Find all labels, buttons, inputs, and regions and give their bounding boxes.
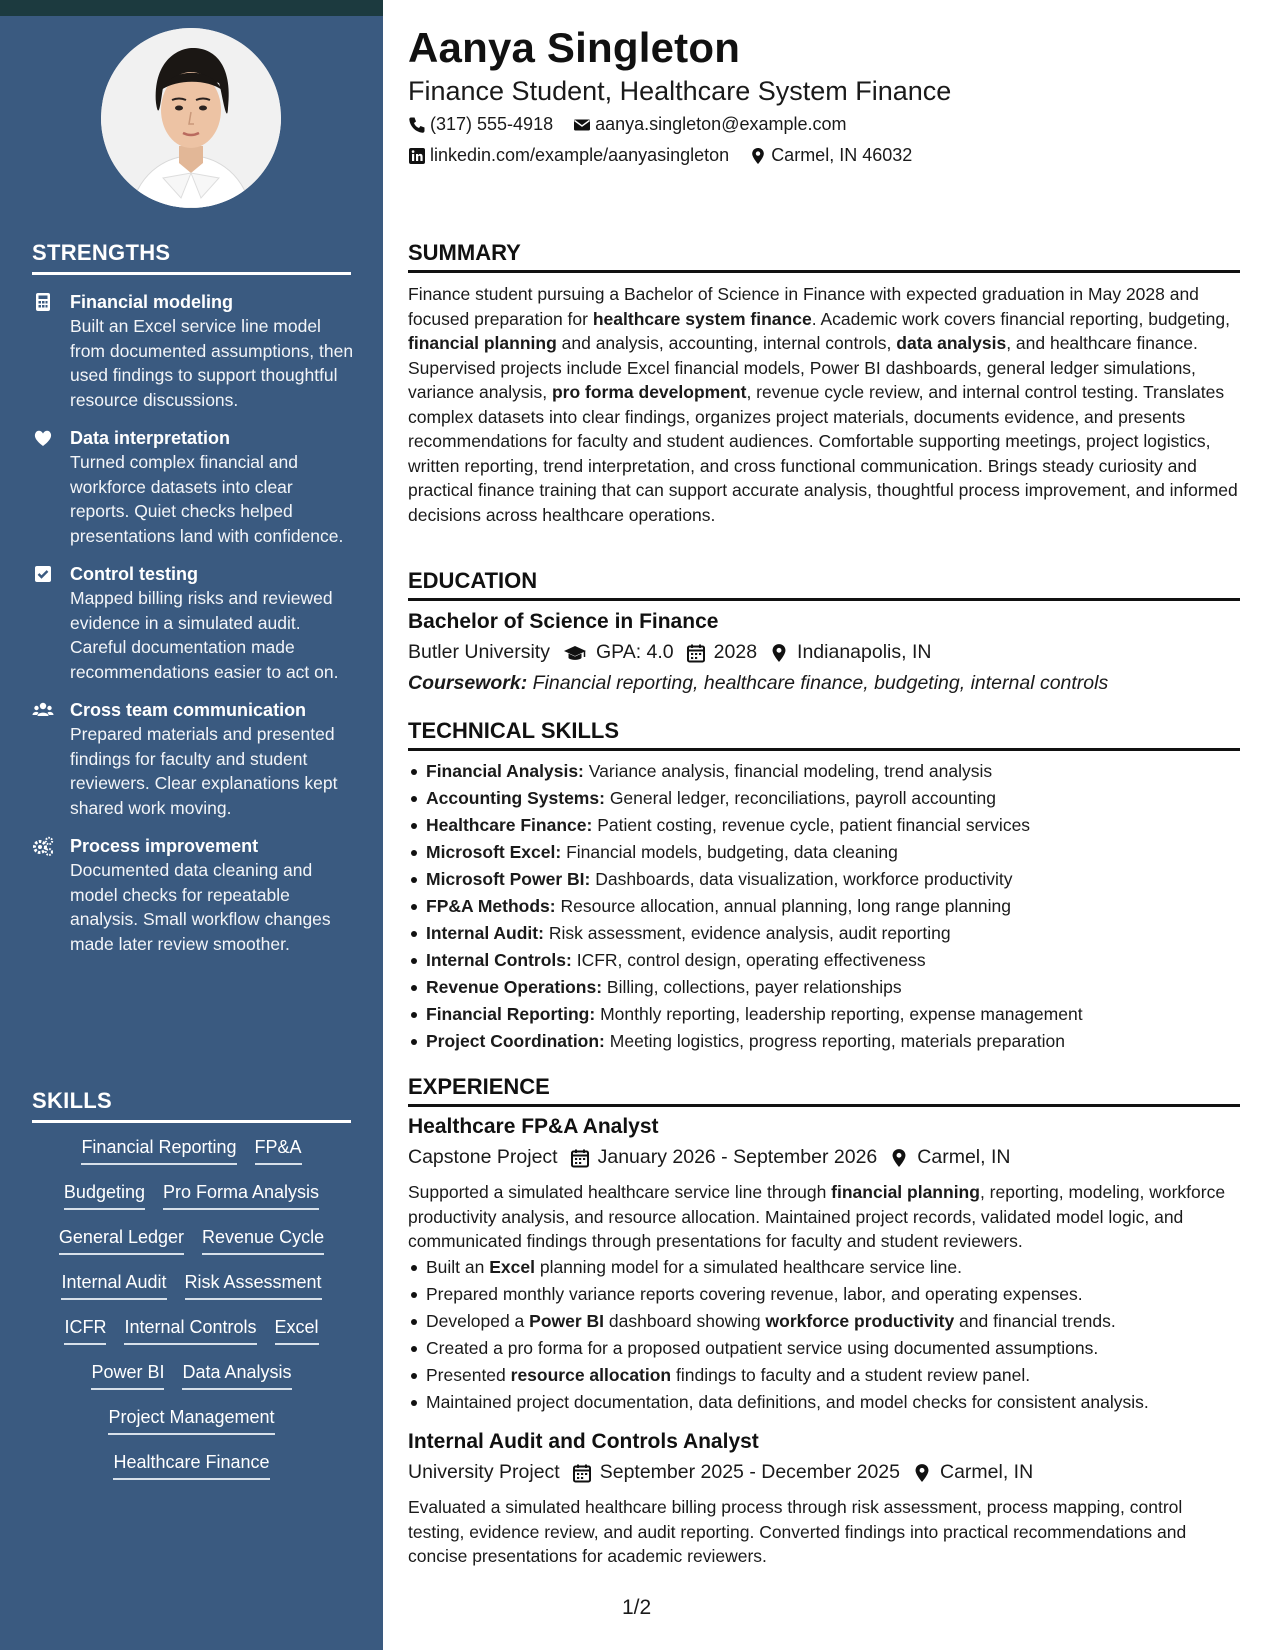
skill-label: Project Coordination: — [426, 1031, 605, 1051]
strength-title: Data interpretation — [70, 428, 231, 448]
list-item — [408, 974, 1240, 1001]
heart-icon — [32, 427, 54, 449]
skill-tag: Financial Reporting — [81, 1134, 236, 1165]
strength-item — [32, 290, 354, 412]
contact-location — [749, 145, 912, 166]
skills-tags — [32, 1134, 351, 1494]
strength-desc: Prepared materials and presented findings for faculty and student reviewers. Clear explanations kept shared work moving. — [70, 724, 338, 818]
skill-tag: ICFR — [64, 1314, 106, 1345]
skill-label: Revenue Operations: — [426, 977, 603, 997]
job-location-item — [912, 1461, 1033, 1484]
list-item: Built an Excel planning model for a simulated healthcare service line. — [408, 1254, 1240, 1281]
skill-label: Financial Reporting: — [426, 1004, 596, 1024]
coursework-text: Financial reporting, healthcare finance, budgeting, internal controls — [532, 672, 1109, 694]
job-dates: September 2025 - December 2025 — [599, 1461, 900, 1483]
skill-tag: Revenue Cycle — [202, 1224, 324, 1255]
list-item: Maintained project documentation, data definitions, and model checks for consistent analysis. — [408, 1389, 1240, 1416]
skill-tag: Power BI — [91, 1359, 164, 1390]
checkbox-icon — [32, 563, 54, 585]
gears-icon — [32, 835, 54, 857]
map-pin-icon — [749, 147, 767, 165]
skill-tag: Risk Assessment — [185, 1269, 322, 1300]
avatar — [101, 28, 281, 208]
skill-label: Financial Analysis: — [426, 761, 584, 781]
list-item: Prepared monthly variance reports covering revenue, labor, and operating expenses. — [408, 1281, 1240, 1308]
job-dates-item — [572, 1461, 900, 1484]
map-pin-icon — [889, 1148, 909, 1168]
strength-item — [32, 698, 354, 820]
job-org: Capstone Project — [408, 1146, 558, 1168]
strength-title: Cross team communication — [70, 700, 307, 720]
strength-desc: Built an Excel service line model from documented assumptions, then used findings to support thoughtful resource discussions. — [70, 316, 354, 410]
skill-tag: Excel — [275, 1314, 319, 1345]
strength-item — [32, 426, 354, 548]
envelope-icon — [573, 116, 591, 134]
calendar-icon — [570, 1148, 590, 1168]
skill-row — [32, 1269, 351, 1314]
strength-desc: Documented data cleaning and model checks for repeatable analysis. Small workflow changes made later review smoother. — [70, 860, 331, 954]
skill-text: Meeting logistics, progress reporting, materials preparation — [609, 1031, 1065, 1051]
graduation-cap-icon — [562, 643, 588, 663]
strength-title: Control testing — [70, 564, 198, 584]
contact-row-1 — [408, 114, 847, 135]
gpa-text: GPA: 4.0 — [595, 641, 674, 663]
gpa-item — [562, 641, 674, 664]
technical-skills-list — [408, 758, 1240, 1055]
job-org: University Project — [408, 1461, 560, 1483]
strength-title: Process improvement — [70, 836, 259, 856]
skill-text: Variance analysis, financial modeling, trend analysis — [588, 761, 993, 781]
calendar-icon — [686, 643, 706, 663]
skill-tag: Project Management — [108, 1404, 274, 1435]
list-item — [408, 1028, 1240, 1055]
degree-title: Bachelor of Science in Finance — [408, 610, 719, 633]
skill-label: Healthcare Finance: — [426, 815, 593, 835]
job-meta — [408, 1461, 1033, 1484]
calculator-icon — [32, 291, 54, 313]
job-dates: January 2026 - September 2026 — [597, 1146, 878, 1168]
skill-label: Microsoft Excel: — [426, 842, 562, 862]
strengths-list — [32, 290, 354, 970]
edu-location-text: Indianapolis, IN — [797, 641, 932, 663]
strength-desc: Mapped billing risks and reviewed evidence in a simulated audit. Careful documentation made recommendations easier to act on. — [70, 588, 339, 682]
list-item — [408, 947, 1240, 974]
strength-title: Financial modeling — [70, 292, 234, 312]
strength-desc: Turned complex financial and workforce datasets into clear reports. Quiet checks helped presentations land with confidence. — [70, 452, 344, 546]
contact-linkedin[interactable] — [408, 145, 729, 166]
map-pin-icon — [769, 643, 789, 663]
skill-label: Accounting Systems: — [426, 788, 605, 808]
coursework-label: Coursework: — [408, 672, 528, 694]
experience-heading: EXPERIENCE — [408, 1074, 1240, 1107]
list-item — [408, 866, 1240, 893]
skill-label: Microsoft Power BI: — [426, 869, 591, 889]
list-item — [408, 812, 1240, 839]
skill-tag: Pro Forma Analysis — [163, 1179, 319, 1210]
skill-text: Dashboards, data visualization, workforce productivity — [595, 869, 1013, 889]
skill-label: FP&A Methods: — [426, 896, 556, 916]
skill-tag: FP&A — [255, 1134, 302, 1165]
skill-text: Resource allocation, annual planning, long range planning — [560, 896, 1011, 916]
summary-text: Finance student pursuing a Bachelor of Science in Finance with expected graduation in May 2028 and focused preparation for healthcare system finance. Academic work covers financial reporting, budgeting, financial planning and analysis, accounting, internal controls, data analysis, and healthcare finance. Supervised projects include Excel financial models, Power BI dashboards, general ledger simulations, variance analysis, pro forma development, revenue cycle review, and internal control testing. Translates complex datasets into clear findings, organizes project materials, documents evidence, and presents recommendations for faculty and student audiences. Comfortable supporting meetings, project logistics, written reporting, trend interpretation, and cross functional communication. Brings steady curiosity and practical finance training that can support accurate analysis, thoughtful process improvement, and informed decisions across healthcare operations. — [408, 284, 1238, 525]
skill-label: Internal Audit: — [426, 923, 544, 943]
summary-heading: SUMMARY — [408, 240, 1240, 273]
job-meta — [408, 1146, 1010, 1169]
skill-text: Risk assessment, evidence analysis, audit reporting — [548, 923, 951, 943]
list-item — [408, 839, 1240, 866]
job-location: Carmel, IN — [939, 1461, 1034, 1483]
list-item: Created a pro forma for a proposed outpatient service using documented assumptions. — [408, 1335, 1240, 1362]
location-text: Carmel, IN 46032 — [771, 145, 913, 165]
job-bullets — [408, 1254, 1240, 1416]
email-link[interactable]: aanya.singleton@example.com — [595, 114, 847, 134]
phone-text: (317) 555-4918 — [430, 114, 554, 134]
calendar-icon — [572, 1463, 592, 1483]
sidebar — [0, 0, 383, 1650]
page-number: 1/2 — [622, 1596, 652, 1619]
skill-text: Patient costing, revenue cycle, patient financial services — [597, 815, 1031, 835]
contact-email[interactable] — [573, 114, 846, 135]
candidate-name: Aanya Singleton — [408, 24, 741, 71]
skill-tag: Data Analysis — [182, 1359, 291, 1390]
job-description: Supported a simulated healthcare service line through financial planning, reporting, modeling, workforce productivity analysis, and resource allocation. Maintained project records, validated model logic, and communicated findings through presentations for faculty and student reviewers. — [408, 1182, 1226, 1251]
year-text: 2028 — [713, 641, 758, 663]
strengths-heading: STRENGTHS — [32, 240, 351, 275]
linkedin-link[interactable]: linkedin.com/example/aanyasingleton — [430, 145, 730, 165]
skill-text: ICFR, control design, operating effectiveness — [576, 950, 926, 970]
skill-tag: Budgeting — [64, 1179, 145, 1210]
skill-tag: General Ledger — [59, 1224, 184, 1255]
skills-heading: SKILLS — [32, 1088, 351, 1123]
sidebar-top-band — [0, 0, 383, 16]
skill-text: Billing, collections, payer relationships — [606, 977, 902, 997]
list-item — [408, 785, 1240, 812]
year-item — [686, 641, 757, 664]
job-description: Evaluated a simulated healthcare billing process through risk assessment, process mapping, control testing, evidence review, and audit reporting. Converted findings into practical recommendations and concise presentations for academic reviewers. — [408, 1497, 1187, 1566]
skill-tag: Healthcare Finance — [113, 1449, 269, 1480]
education-meta — [408, 641, 931, 664]
job-title: Internal Audit and Controls Analyst — [408, 1430, 759, 1453]
skill-tag: Internal Controls — [124, 1314, 256, 1345]
skill-label: Internal Controls: — [426, 950, 572, 970]
list-item — [408, 758, 1240, 785]
education-heading: EDUCATION — [408, 568, 1240, 601]
skill-row — [32, 1449, 351, 1494]
job-dates-item — [570, 1146, 878, 1169]
skill-text: General ledger, reconciliations, payroll accounting — [609, 788, 997, 808]
skill-text: Financial models, budgeting, data cleaning — [566, 842, 898, 862]
list-item: Developed a Power BI dashboard showing workforce productivity and financial trends. — [408, 1308, 1240, 1335]
job-title: Healthcare FP&A Analyst — [408, 1115, 659, 1138]
map-pin-icon — [912, 1463, 932, 1483]
list-item: Presented resource allocation findings to faculty and a student review panel. — [408, 1362, 1240, 1389]
contact-phone — [408, 114, 553, 135]
job-location-item — [889, 1146, 1010, 1169]
strength-item — [32, 834, 354, 956]
edu-location-item — [769, 641, 931, 664]
strength-item — [32, 562, 354, 684]
linkedin-icon — [408, 147, 426, 165]
coursework — [408, 672, 1108, 695]
skill-row — [32, 1404, 351, 1449]
skill-text: Monthly reporting, leadership reporting, expense management — [600, 1004, 1083, 1024]
technical-skills-heading: TECHNICAL SKILLS — [408, 718, 1240, 751]
profile-photo — [101, 28, 281, 208]
skill-row — [32, 1134, 351, 1179]
skill-tag: Internal Audit — [61, 1269, 166, 1300]
school-name: Butler University — [408, 641, 550, 663]
skill-row — [32, 1224, 351, 1269]
job-location: Carmel, IN — [917, 1146, 1011, 1168]
users-icon — [32, 699, 54, 721]
contact-row-2 — [408, 145, 912, 166]
skill-row — [32, 1359, 351, 1404]
skill-row — [32, 1179, 351, 1224]
list-item — [408, 920, 1240, 947]
candidate-role: Finance Student, Healthcare System Finance — [408, 76, 952, 106]
list-item — [408, 893, 1240, 920]
phone-icon — [408, 116, 426, 134]
skill-row — [32, 1314, 351, 1359]
list-item — [408, 1001, 1240, 1028]
